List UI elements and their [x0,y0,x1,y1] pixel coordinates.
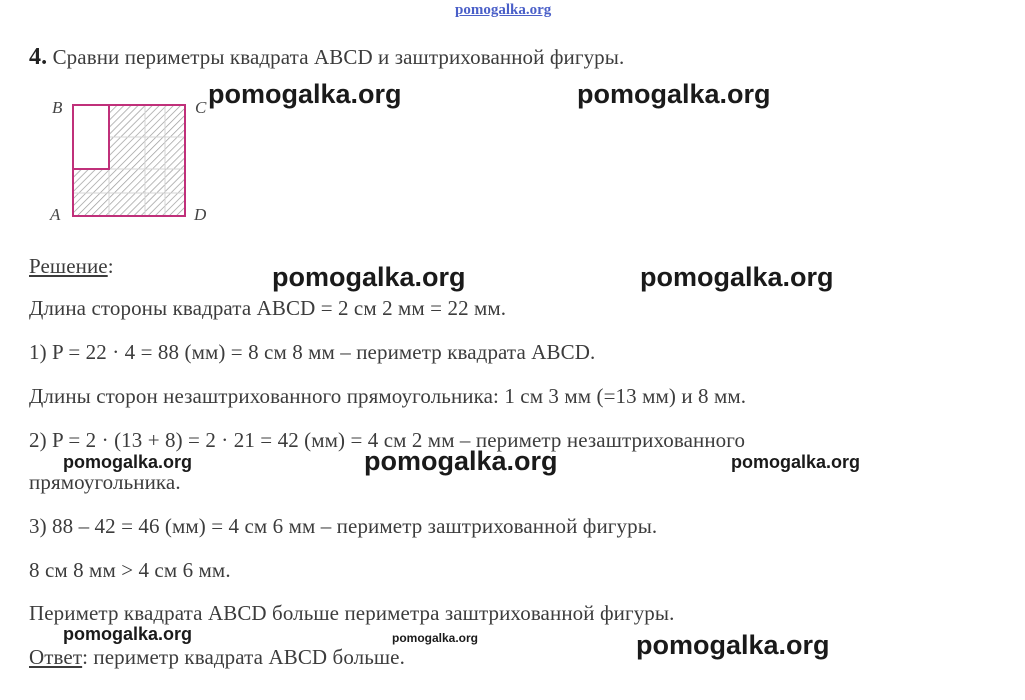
point-b-label: B [52,98,63,117]
point-a-label: A [50,205,61,224]
solution-line-7: 8 см 8 мм > 4 см 6 мм. [29,558,231,582]
point-d-label: D [194,205,207,224]
watermark-top[interactable]: pomogalka.org [455,2,552,18]
watermark[interactable]: pomogalka.org [640,262,834,292]
watermark[interactable]: pomogalka.org [577,79,771,109]
unhatched-rectangle [73,105,109,169]
watermark[interactable]: pomogalka.org [63,624,193,644]
solution-line-3: Длины сторон незаштрихованного прямоугольника: 1 см 3 мм (=13 мм) и 8 мм. [29,384,747,408]
solution-heading [29,254,114,279]
watermark[interactable]: pomogalka.org [364,446,558,476]
answer-label: Ответ [29,645,83,669]
square-figure [45,92,220,232]
solution-line-1: Длина стороны квадрата ABCD = 2 см 2 мм = 22 мм. [29,296,507,320]
answer-line [29,645,405,670]
watermark[interactable]: pomogalka.org [731,452,861,472]
watermark[interactable]: pomogalka.org [636,630,830,660]
solution-line-4: 2) P = 2 · (13 + 8) = 2 · 21 = 42 (мм) = 4 см 2 мм – периметр незаштрихованного [29,428,746,452]
task-text: Сравни периметры квадрата ABCD и заштрихованной фигуры. [52,45,625,69]
watermark[interactable]: pomogalka.org [63,452,193,472]
solution-line-8: Периметр квадрата ABCD больше периметра заштрихованной фигуры. [29,601,675,625]
solution-heading-label: Решение [29,254,108,278]
solution-heading-colon: : [107,254,114,278]
solution-line-6: 3) 88 – 42 = 46 (мм) = 4 см 6 мм – периметр заштрихованной фигуры. [29,514,658,538]
solution-line-5: прямоугольника. [29,470,181,494]
watermark[interactable]: pomogalka.org [272,262,466,292]
watermark[interactable]: pomogalka.org [208,79,402,109]
task-number: 4. [29,44,48,70]
solution-line-2: 1) P = 22 · 4 = 88 (мм) = 8 см 8 мм – периметр квадрата ABCD. [29,340,596,364]
task-heading [29,44,624,71]
answer-text: : периметр квадрата ABCD больше. [82,645,405,669]
watermark[interactable]: pomogalka.org [392,631,479,645]
point-c-label: C [195,98,207,117]
